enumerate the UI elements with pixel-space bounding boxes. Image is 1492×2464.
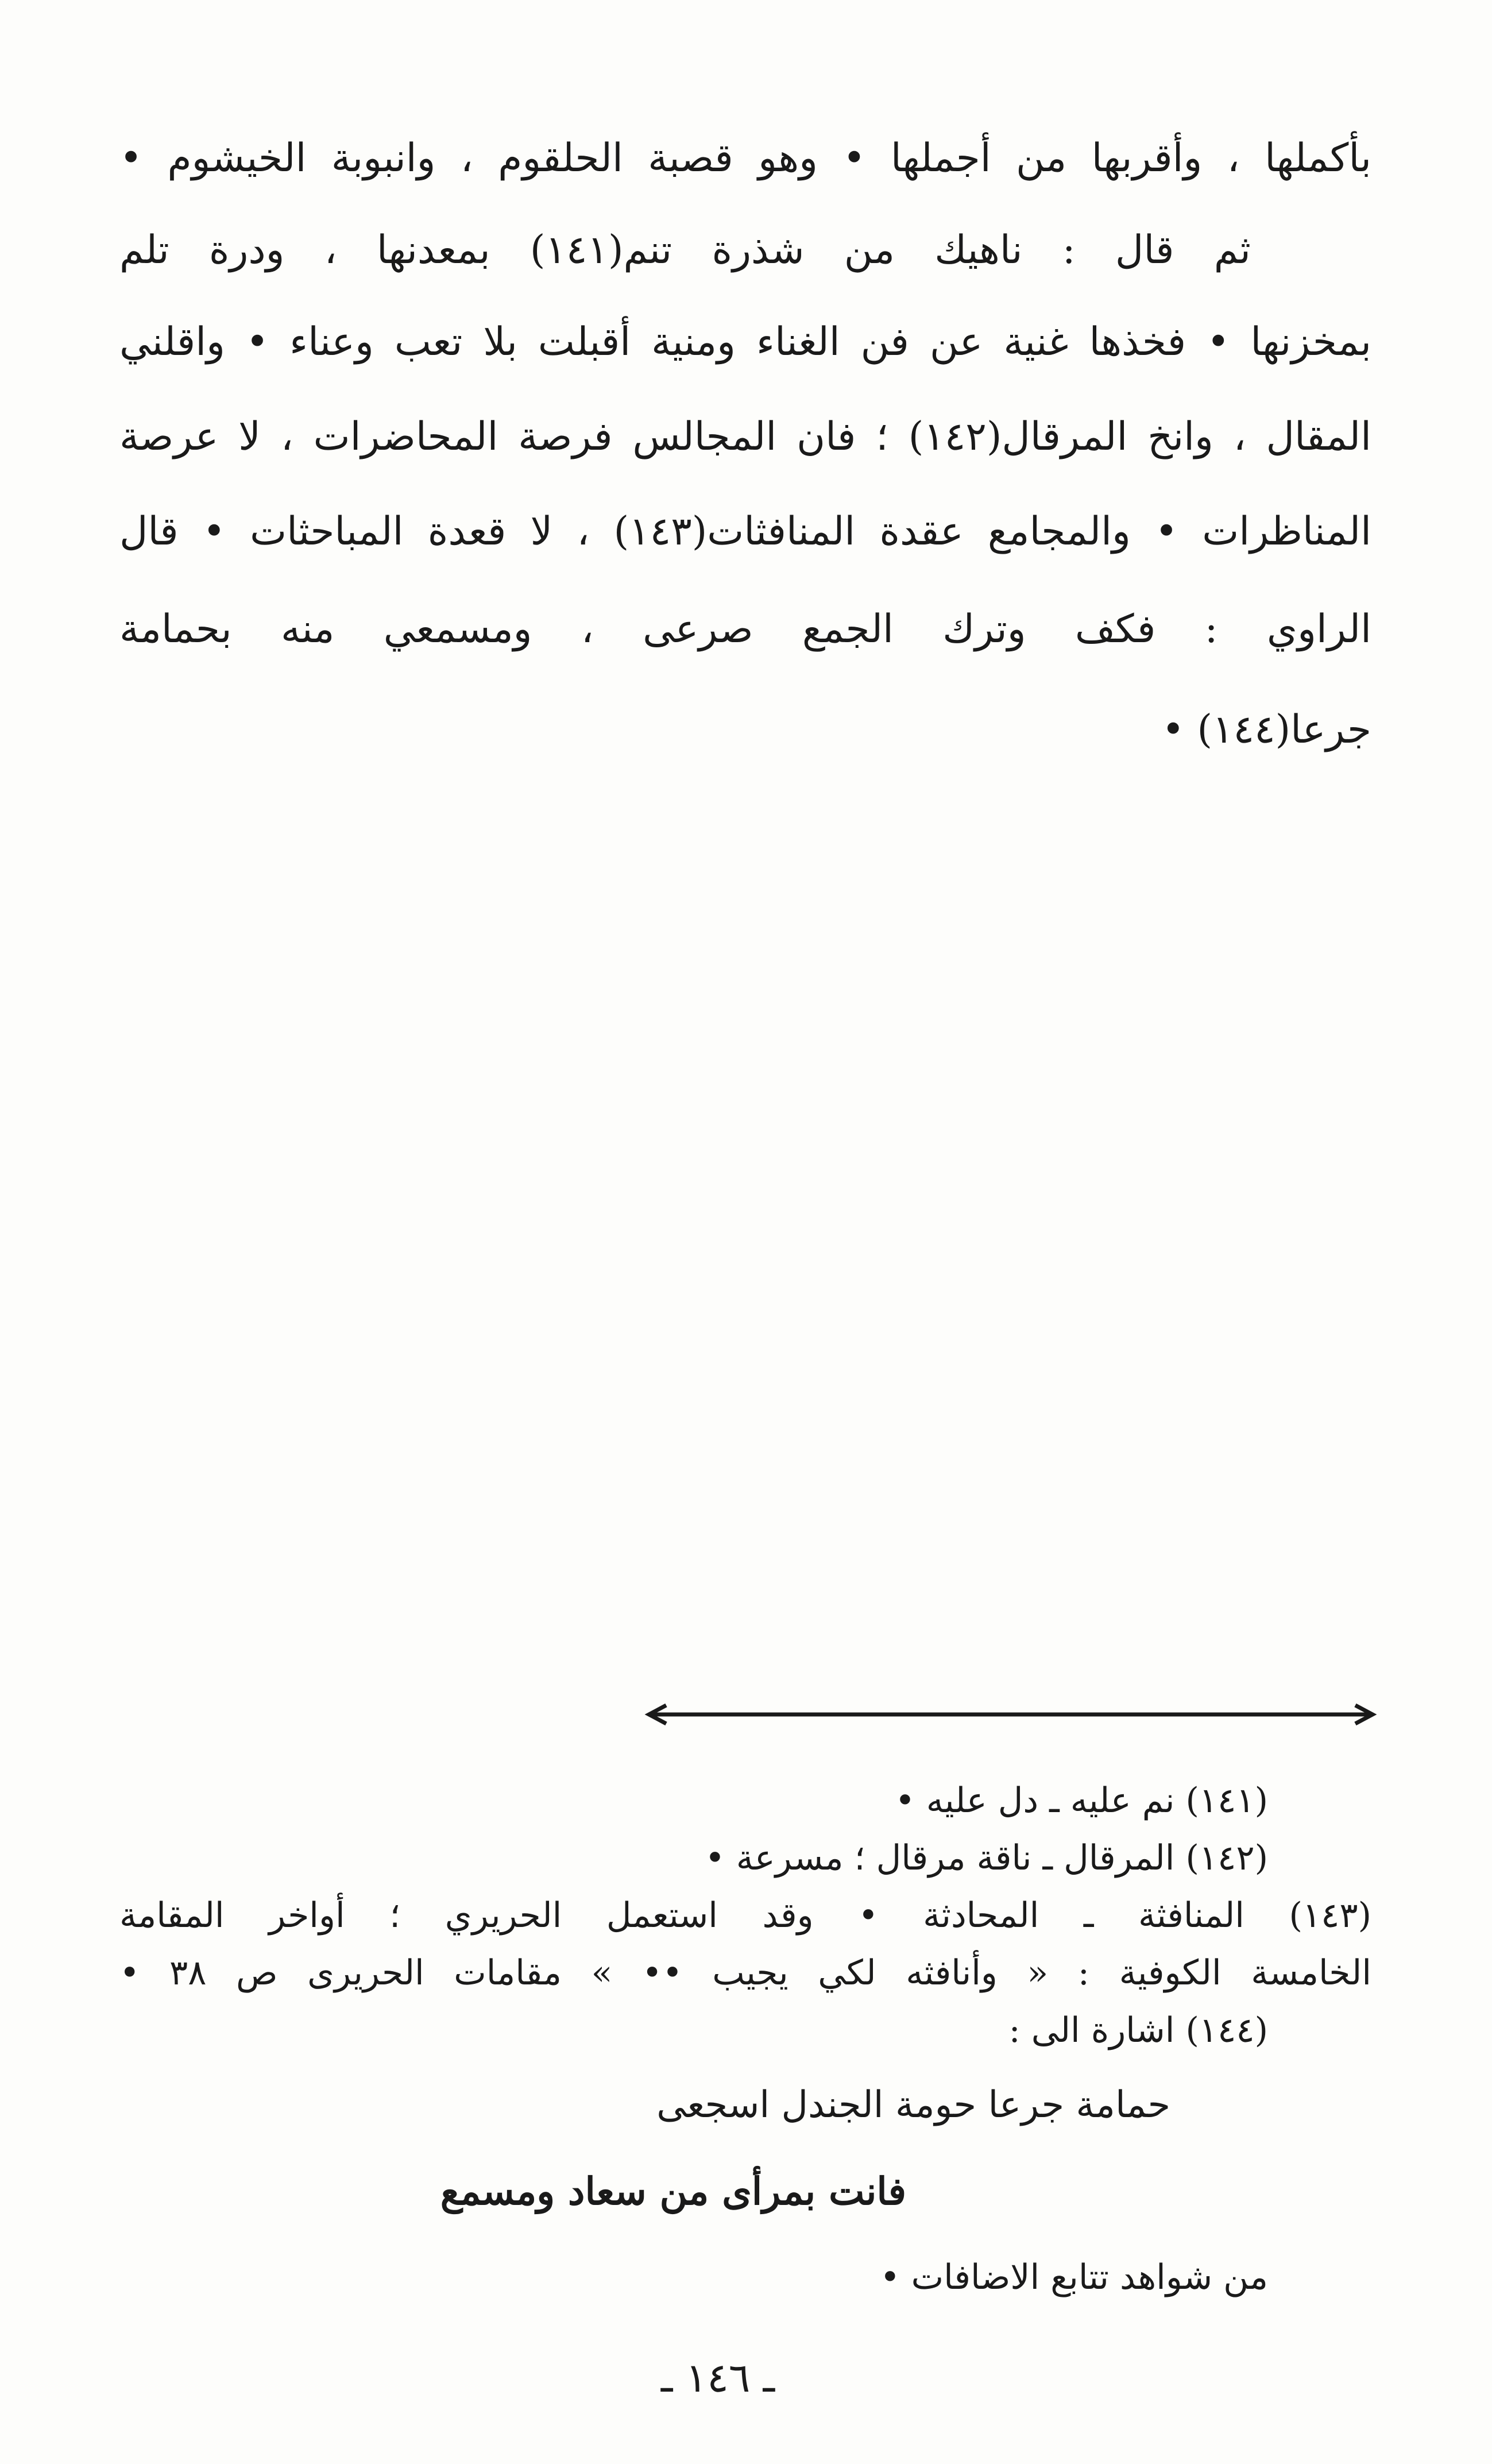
footnote-141: (١٤١) نم عليه ـ دل عليه • [895,1781,1268,1821]
body-line-7: جرعا(١٤٤) • [1161,707,1371,752]
body-line-3: بمخزنها • فخذها غنية عن فن الغناء ومنية أقبلت بلا تعب وعناء • واقلني [119,319,1371,365]
footnote-143-line-2: الخامسة الكوفية : « وأنافثه لكي يجيب •• » مقامات الحريرى ص ٣٨ • [119,1953,1371,1993]
footnote-divider-arrow [643,1703,1378,1726]
body-line-6: الراوي : فكف وترك الجمع صرعى ، ومسمعي منه بحمامة [119,607,1371,652]
page-number: ـ ١٤٦ ـ [660,2354,775,2401]
body-line-1: بأكملها ، وأقربها من أجملها • وهو قصبة الحلقوم ، وانبوبة الخيشوم • [119,136,1371,181]
body-line-5: المناظرات • والمجامع عقدة المنافثات(١٤٣) ، لا قعدة المباحثات • قال [119,509,1371,554]
footnote-144: (١٤٤) اشارة الى : [1008,2010,1268,2050]
footnote-142: (١٤٢) المرقال ـ ناقة مرقال ؛ مسرعة • [705,1838,1268,1878]
footnote-143-line-1: (١٤٣) المنافثة ـ المحادثة • وقد استعمل الحريري ؛ أواخر المقامة [119,1895,1371,1936]
footnote-source-note: من شواهد تتابع الاضافات • [880,2257,1268,2297]
body-line-4: المقال ، وانخ المرقال(١٤٢) ؛ فان المجالس فرصة المحاضرات ، لا عرصة [119,414,1371,459]
footnote-verse-line-1: حمامة جرعا حومة الجندل اسجعى [656,2084,1170,2126]
body-line-2: ثم قال : ناهيك من شذرة تنم(١٤١) بمعدنها ، ودرة تلم [119,227,1251,273]
footnote-verse-line-2: فانت بمرأى من سعاد ومسمع [440,2169,906,2214]
